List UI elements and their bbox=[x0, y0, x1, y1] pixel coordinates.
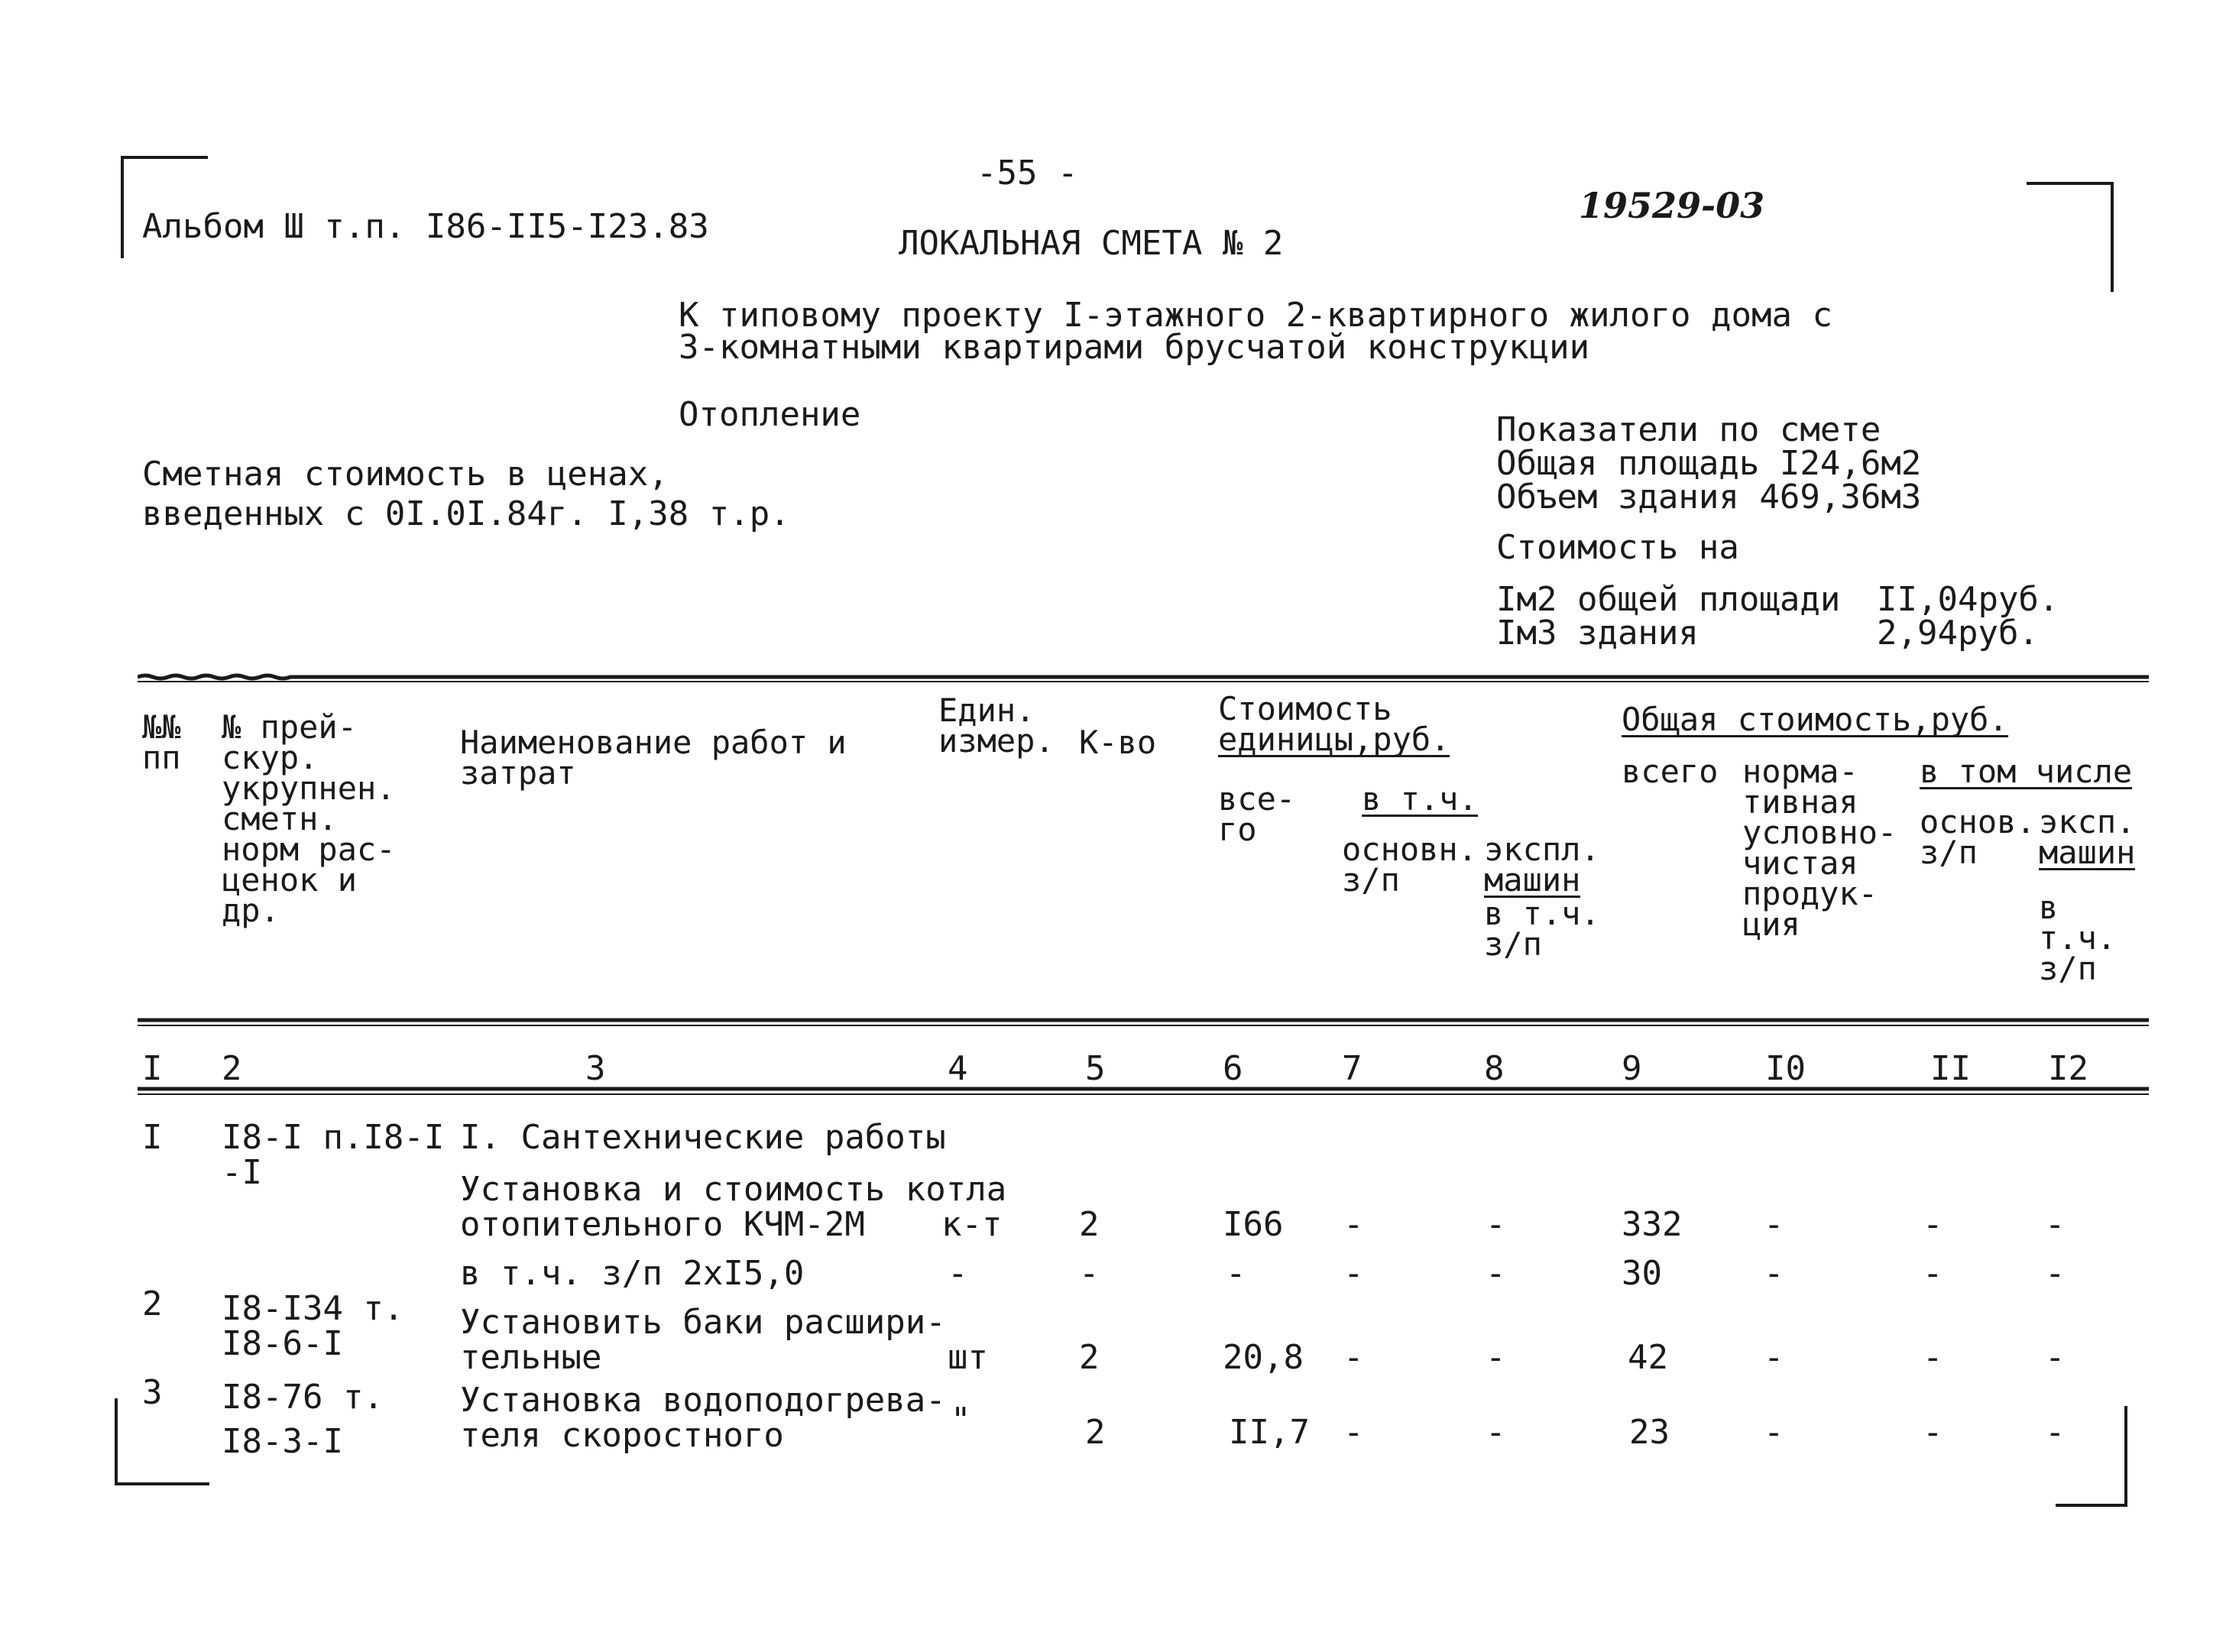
header-col12-wage: в т.ч. з/п bbox=[2039, 889, 2117, 987]
row3-quantity: 2 bbox=[1085, 1413, 1106, 1452]
table-top-border bbox=[138, 672, 2149, 685]
document-number: 19529-03 bbox=[1579, 185, 1765, 226]
header-col1-number: №№ пп bbox=[142, 708, 181, 776]
row3-machines: - bbox=[2045, 1413, 2066, 1452]
album-reference: Альбом Ш т.п. I86-II5-I23.83 bbox=[142, 207, 709, 246]
header-bottom-border bbox=[138, 1016, 2149, 1028]
row1-number: I bbox=[142, 1118, 163, 1157]
row3-unit-base-wage: - bbox=[1343, 1413, 1364, 1452]
project-description-line2: 3-комнатными квартирами брусчатой конструкции bbox=[679, 328, 1590, 367]
row1b-unit: - bbox=[948, 1254, 968, 1293]
row2-quantity: 2 bbox=[1079, 1338, 1100, 1377]
row1b-base-wage: - bbox=[1923, 1254, 1943, 1293]
row2-unit-cost-total: 20,8 bbox=[1223, 1338, 1304, 1377]
header-col7-base-wage: основн. з/п bbox=[1342, 831, 1478, 899]
row3-number: 3 bbox=[142, 1373, 163, 1412]
header-total-cost: Общая стоимость,руб. bbox=[1622, 701, 2008, 738]
estimated-cost-line2: введенных с 0I.0I.84г. I,38 т.р. bbox=[142, 494, 790, 533]
indicator-cost-on: Стоимость на bbox=[1496, 528, 1739, 567]
row3-unit: " bbox=[951, 1401, 971, 1440]
header-col8-machines: машин bbox=[1484, 861, 1581, 899]
indicator-total-area: Общая площадь I24,6м2 bbox=[1496, 444, 1922, 483]
row2-price-code: I8-I34 т. I8-6-I bbox=[222, 1289, 404, 1363]
header-col8-machine-operation: экспл. bbox=[1484, 831, 1600, 868]
estimated-cost-line1: Сметная стоимость в ценах, bbox=[142, 455, 669, 494]
header-col5-quantity: К-во bbox=[1079, 724, 1157, 761]
col-number-12: I2 bbox=[2048, 1049, 2088, 1088]
row1b-total: 30 bbox=[1622, 1254, 1662, 1293]
col-number-1: I bbox=[142, 1049, 163, 1088]
row2-unit-machines: - bbox=[1486, 1338, 1506, 1377]
row1b-quantity: - bbox=[1079, 1254, 1100, 1293]
row3-total: 23 bbox=[1629, 1413, 1670, 1452]
row1-wage-note: в т.ч. з/п 2хI5,0 bbox=[460, 1254, 805, 1293]
row1b-unit-base-wage: - bbox=[1343, 1254, 1364, 1293]
row1-quantity: 2 bbox=[1079, 1205, 1100, 1244]
row3-work-name: Установка водоподогрева- теля скоростного bbox=[460, 1381, 946, 1455]
row2-base-wage: - bbox=[1923, 1338, 1943, 1377]
header-col10-net-product: норма- тивная условно- чистая продук- ция bbox=[1742, 753, 1897, 943]
row3-price-code: I8-76 т. I8-3-I bbox=[222, 1378, 384, 1461]
row1-unit-cost-total: I66 bbox=[1223, 1205, 1284, 1244]
row2-number: 2 bbox=[142, 1284, 163, 1323]
row3-net-product: - bbox=[1764, 1413, 1784, 1452]
col-number-3: 3 bbox=[585, 1049, 606, 1088]
column-numbers-bottom-border bbox=[138, 1085, 2149, 1097]
col-number-9: 9 bbox=[1622, 1049, 1642, 1088]
header-col6-total: все- го bbox=[1218, 780, 1296, 848]
header-col2-price-code: № прей- скур. укрупнен. сметн. норм рас- ценок и др. bbox=[222, 708, 396, 929]
header-col4-unit: Един. измер. bbox=[938, 692, 1055, 760]
col-number-6: 6 bbox=[1223, 1049, 1243, 1088]
project-description-line1: К типовому проекту I-этажного 2-квартирного жилого дома с bbox=[679, 296, 1832, 335]
row1b-net-product: - bbox=[1764, 1254, 1784, 1293]
corner-mark-top-right bbox=[2027, 182, 2114, 292]
row1-unit-base-wage: - bbox=[1343, 1205, 1364, 1244]
header-unit-cost: Стоимость единицы,руб. bbox=[1218, 690, 1450, 758]
row1-machines: - bbox=[2045, 1205, 2066, 1244]
header-col12-machines: машин bbox=[2039, 834, 2136, 871]
header-including: в т.ч. bbox=[1362, 780, 1478, 818]
col-number-2: 2 bbox=[222, 1049, 242, 1088]
row2-unit-base-wage: - bbox=[1343, 1338, 1364, 1377]
page-number: -55 - bbox=[977, 154, 1078, 193]
row1-net-product: - bbox=[1764, 1205, 1784, 1244]
row1-unit-machines: - bbox=[1486, 1205, 1506, 1244]
header-col12-machine-operation: эксп. bbox=[2039, 803, 2136, 841]
header-col11-base-wage: основ. з/п bbox=[1920, 803, 2036, 871]
indicator-per-m2-value: II,04руб. bbox=[1877, 580, 2059, 619]
indicator-building-volume: Объем здания 469,36м3 bbox=[1496, 478, 1922, 517]
indicator-per-m3-label: Iм3 здания bbox=[1496, 614, 1699, 653]
row1b-unit-cost-total: - bbox=[1226, 1254, 1246, 1293]
header-col3-name: Наименование работ и затрат bbox=[460, 724, 847, 792]
col-number-5: 5 bbox=[1085, 1049, 1106, 1088]
header-in-that-number: в том числе bbox=[1920, 753, 2133, 790]
row3-unit-machines: - bbox=[1486, 1413, 1506, 1452]
row1-base-wage: - bbox=[1923, 1205, 1943, 1244]
row3-base-wage: - bbox=[1923, 1413, 1943, 1452]
col-number-11: II bbox=[1930, 1049, 1971, 1088]
header-col9-total: всего bbox=[1622, 753, 1719, 790]
row1-total: 332 bbox=[1622, 1205, 1683, 1244]
row2-work-name: Установить баки расшири- тельные bbox=[460, 1303, 946, 1377]
row2-total: 42 bbox=[1628, 1338, 1668, 1377]
indicator-per-m3-value: 2,94руб. bbox=[1877, 614, 2039, 653]
indicators-heading: Показатели по смете bbox=[1496, 410, 1881, 449]
row1b-machines: - bbox=[2045, 1254, 2066, 1293]
row1-unit: к-т bbox=[941, 1205, 1003, 1244]
header-col8-wage: в т.ч. з/п bbox=[1484, 895, 1600, 963]
corner-mark-bottom-right bbox=[2056, 1406, 2127, 1507]
row2-unit: шт bbox=[948, 1338, 988, 1377]
row3-unit-cost-total: II,7 bbox=[1229, 1413, 1310, 1452]
row1b-unit-machines: - bbox=[1486, 1254, 1506, 1293]
section-title-plumbing: I. Сантехнические работы bbox=[460, 1118, 946, 1157]
section-heading: Отопление bbox=[679, 395, 861, 434]
col-number-4: 4 bbox=[948, 1049, 968, 1088]
col-number-10: I0 bbox=[1765, 1049, 1806, 1088]
indicator-per-m2-label: Iм2 общей площади bbox=[1496, 580, 1841, 619]
col-number-8: 8 bbox=[1484, 1049, 1505, 1088]
row2-machines: - bbox=[2045, 1338, 2066, 1377]
row2-net-product: - bbox=[1764, 1338, 1784, 1377]
row1-price-code: I8-I п.I8-I -I bbox=[222, 1118, 445, 1192]
row1-work-name: Установка и стоимость котла отопительного КЧМ-2М bbox=[460, 1170, 1007, 1244]
document-title: ЛОКАЛЬНАЯ СМЕТА № 2 bbox=[899, 224, 1284, 263]
col-number-7: 7 bbox=[1342, 1049, 1363, 1088]
